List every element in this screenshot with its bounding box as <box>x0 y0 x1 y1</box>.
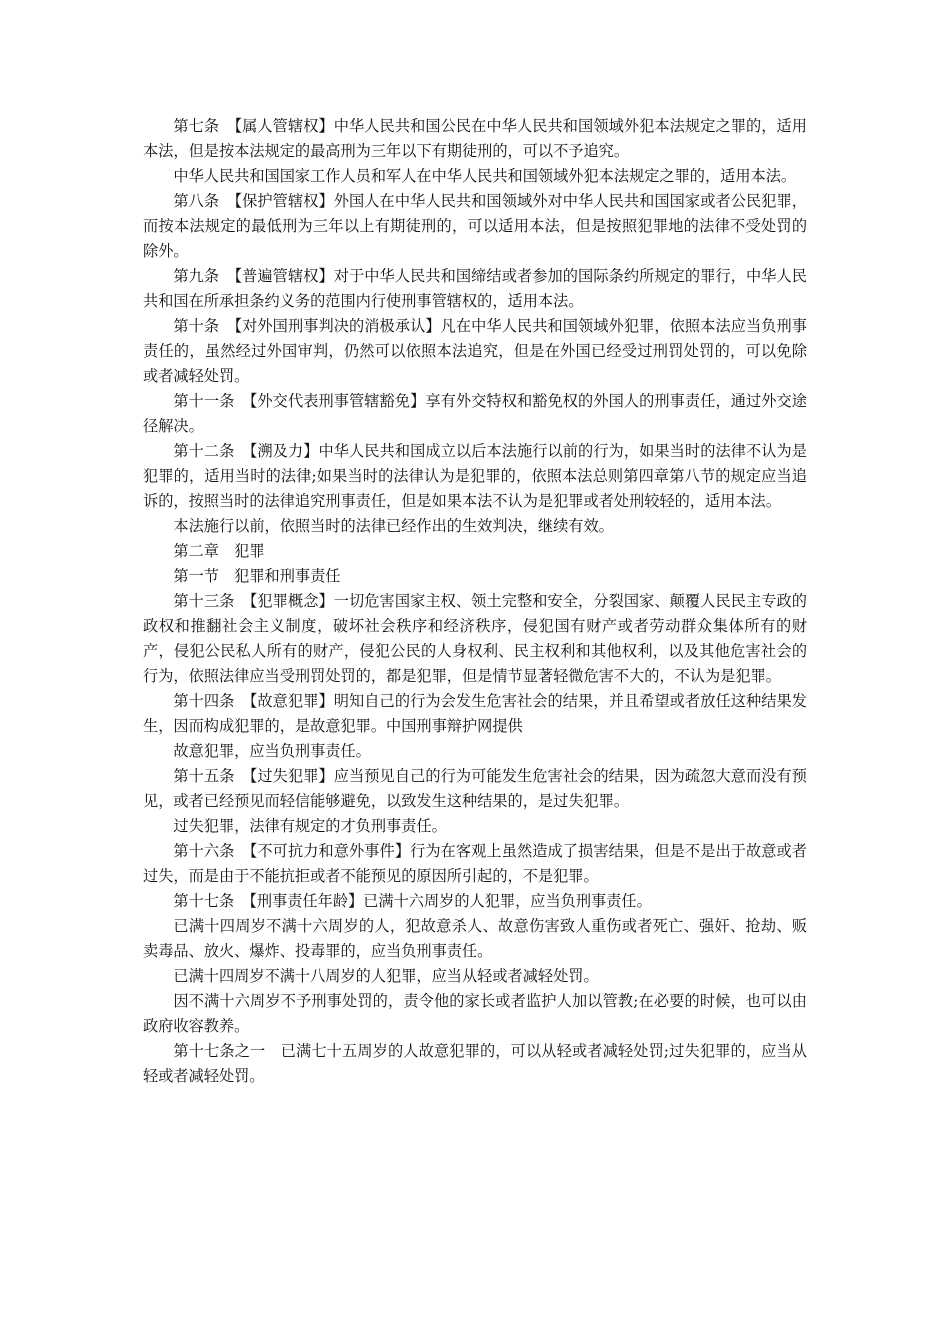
article-15-paragraph-2: 过失犯罪，法律有规定的才负刑事责任。 <box>173 817 447 835</box>
article-12-paragraph: 第十二条 【溯及力】中华人民共和国成立以后本法施行以前的行为，如果当时的法律不认为是犯罪的，适用当时的法律;如果当时的法律认为是犯罪的，依照本法总则第四章第八节的规定应当追诉的，按照当时的法律追究刑事责任，但是如果本法不认为是犯罪或者处刑较轻的，适用本法。 <box>143 442 807 510</box>
article-14-paragraph: 第十四条 【故意犯罪】明知自己的行为会发生危害社会的结果，并且希望或者放任这种结果发生，因而构成犯罪的，是故意犯罪。中国刑事辩护网提供 <box>143 692 807 735</box>
article-13-paragraph: 第十三条 【犯罪概念】一切危害国家主权、领土完整和安全，分裂国家、颠覆人民民主专政的政权和推翻社会主义制度，破坏社会秩序和经济秩序，侵犯国有财产或者劳动群众集体所有的财产，侵犯公民私人所有的财产，侵犯公民的人身权利、民主权利和其他权利，以及其他危害社会的行为，依照法律应当受刑罚处罚的，都是犯罪，但是情节显著轻微危害不大的，不认为是犯罪。 <box>143 592 807 685</box>
article-16-paragraph: 第十六条 【不可抗力和意外事件】行为在客观上虽然造成了损害结果，但是不是出于故意或者过失，而是由于不能抗拒或者不能预见的原因所引起的，不是犯罪。 <box>143 842 807 885</box>
article-15-paragraph: 第十五条 【过失犯罪】应当预见自己的行为可能发生危害社会的结果，因为疏忽大意而没有预见，或者已经预见而轻信能够避免，以致发生这种结果的，是过失犯罪。 <box>143 767 807 810</box>
article-11-paragraph: 第十一条 【外交代表刑事管辖豁免】享有外交特权和豁免权的外国人的刑事责任，通过外交途径解决。 <box>143 392 807 435</box>
article-17-paragraph-4: 因不满十六周岁不予刑事处罚的，责令他的家长或者监护人加以管教;在必要的时候，也可以由政府收容教养。 <box>143 992 807 1035</box>
article-17-paragraph-3: 已满十四周岁不满十八周岁的人犯罪，应当从轻或者减轻处罚。 <box>173 967 599 985</box>
article-9-paragraph: 第九条 【普遍管辖权】对于中华人民共和国缔结或者参加的国际条约所规定的罪行，中华人民共和国在所承担条约义务的范围内行使刑事管辖权的，适用本法。 <box>143 267 807 310</box>
article-17-1-paragraph: 第十七条之一 已满七十五周岁的人故意犯罪的，可以从轻或者减轻处罚;过失犯罪的，应当从轻或者减轻处罚。 <box>143 1042 807 1085</box>
article-14-paragraph-2: 故意犯罪，应当负刑事责任。 <box>173 742 371 760</box>
article-17-paragraph-2: 已满十四周岁不满十六周岁的人，犯故意杀人、故意伤害致人重伤或者死亡、强奸、抢劫、贩卖毒品、放火、爆炸、投毒罪的，应当负刑事责任。 <box>143 917 807 960</box>
article-17-paragraph: 第十七条 【刑事责任年龄】已满十六周岁的人犯罪，应当负刑事责任。 <box>173 892 652 910</box>
article-12-paragraph-2: 本法施行以前，依照当时的法律已经作出的生效判决，继续有效。 <box>173 517 614 535</box>
article-8-paragraph: 第八条 【保护管辖权】外国人在中华人民共和国领域外对中华人民共和国国家或者公民犯罪，而按本法规定的最低刑为三年以上有期徒刑的，可以适用本法，但是按照犯罪地的法律不受处罚的除外。 <box>143 192 807 260</box>
chapter-heading: 第二章 犯罪 <box>173 542 265 560</box>
section-heading: 第一节 犯罪和刑事责任 <box>173 567 341 585</box>
article-7-paragraph-2: 中华人民共和国国家工作人员和军人在中华人民共和国领域外犯本法规定之罪的，适用本法。 <box>173 167 797 185</box>
document-page <box>143 114 807 1089</box>
article-7-paragraph: 第七条 【属人管辖权】中华人民共和国公民在中华人民共和国领域外犯本法规定之罪的，适用本法，但是按本法规定的最高刑为三年以下有期徒刑的，可以不予追究。 <box>143 117 807 160</box>
article-10-paragraph: 第十条 【对外国刑事判决的消极承认】凡在中华人民共和国领域外犯罪，依照本法应当负刑事责任的，虽然经过外国审判，仍然可以依照本法追究，但是在外国已经受过刑罚处罚的，可以免除或者减轻处罚。 <box>143 317 807 385</box>
